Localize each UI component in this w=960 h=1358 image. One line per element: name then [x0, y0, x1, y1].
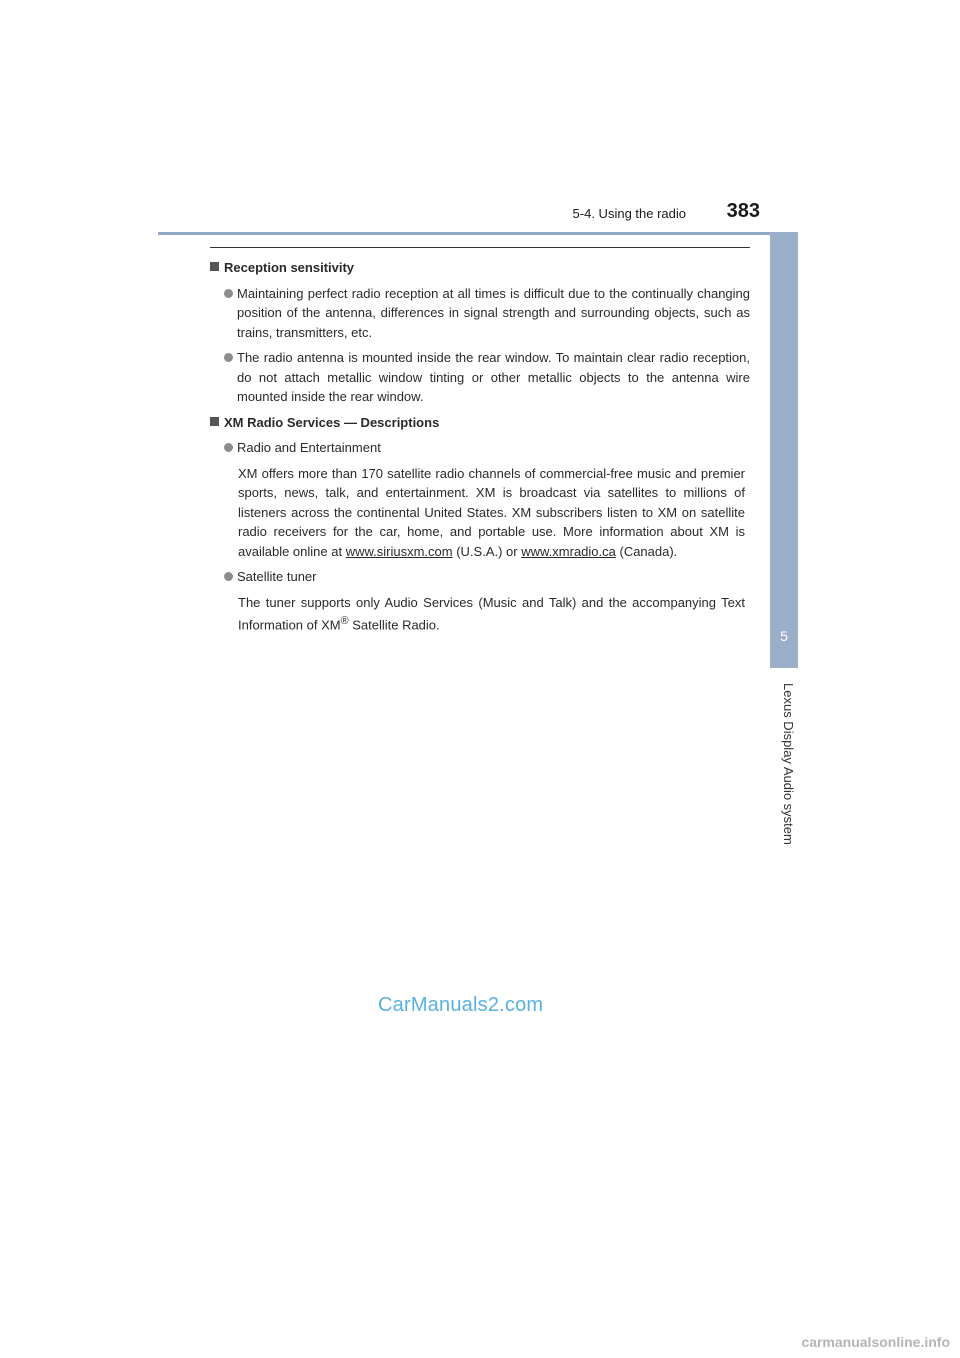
- bullet-text: The radio antenna is mounted inside the rear window. To maintain clear radio reception, do not attach metallic window tinting or other metallic objects to the antenna wire mounted inside the rear window.: [237, 350, 750, 404]
- list-item: [224, 348, 750, 407]
- square-bullet-icon: [210, 417, 219, 426]
- section-heading: [210, 258, 750, 278]
- item-body: [238, 593, 745, 635]
- heading-text: Reception sensitivity: [224, 260, 355, 275]
- page-number: 383: [726, 200, 760, 222]
- page-content: [210, 258, 750, 641]
- body-text: Satellite Radio.: [348, 617, 440, 633]
- list-item: [224, 284, 750, 343]
- item-label: Radio and Entertainment: [237, 440, 381, 455]
- chapter-number: 5: [780, 628, 788, 644]
- bullet-text: Maintaining perfect radio reception at all times is difficult due to the continually changing position of the antenna, differences in signal strength and surrounding objects, such as trains, transmitters, etc.: [237, 285, 750, 340]
- list-item: [224, 567, 750, 587]
- circle-bullet-icon: [224, 572, 233, 581]
- registered-mark: ®: [340, 615, 349, 627]
- watermark-logo: CarManuals2.com: [378, 994, 544, 1016]
- section-title: 5-4. Using the radio: [572, 206, 686, 221]
- content-rule: [210, 247, 750, 248]
- heading-text: XM Radio Services — Descriptions: [224, 414, 440, 430]
- body-text: (Canada).: [615, 543, 678, 559]
- circle-bullet-icon: [224, 289, 233, 298]
- body-text: The tuner supports only Audio Services (Music and Talk) and the accompanying Text Information of XM: [238, 594, 745, 633]
- section-heading: [210, 413, 750, 433]
- item-body: [238, 464, 745, 562]
- circle-bullet-icon: [224, 443, 233, 452]
- item-label: Satellite tuner: [237, 569, 317, 584]
- body-text: XM offers more than 170 satellite radio channels of commercial-free music and premier sports, news, talk, and entertainment. XM is broadcast via satellites to millions of listeners across the continental United States. XM subscribers listen to XM on satellite radio receivers for the car, home, and portable use. More information about XM is available online at: [238, 465, 745, 559]
- siriusxm-link[interactable]: www.siriusxm.com: [345, 543, 453, 559]
- xmradio-link[interactable]: www.xmradio.ca: [521, 543, 616, 559]
- chapter-label: Lexus Display Audio system: [781, 683, 796, 845]
- list-item: [224, 438, 750, 458]
- square-bullet-icon: [210, 262, 219, 271]
- chapter-tab: [770, 232, 798, 668]
- circle-bullet-icon: [224, 353, 233, 362]
- header-rule: [158, 232, 798, 235]
- footer-watermark: carmanualsonline.info: [801, 1334, 950, 1350]
- body-text: (U.S.A.) or: [452, 543, 522, 559]
